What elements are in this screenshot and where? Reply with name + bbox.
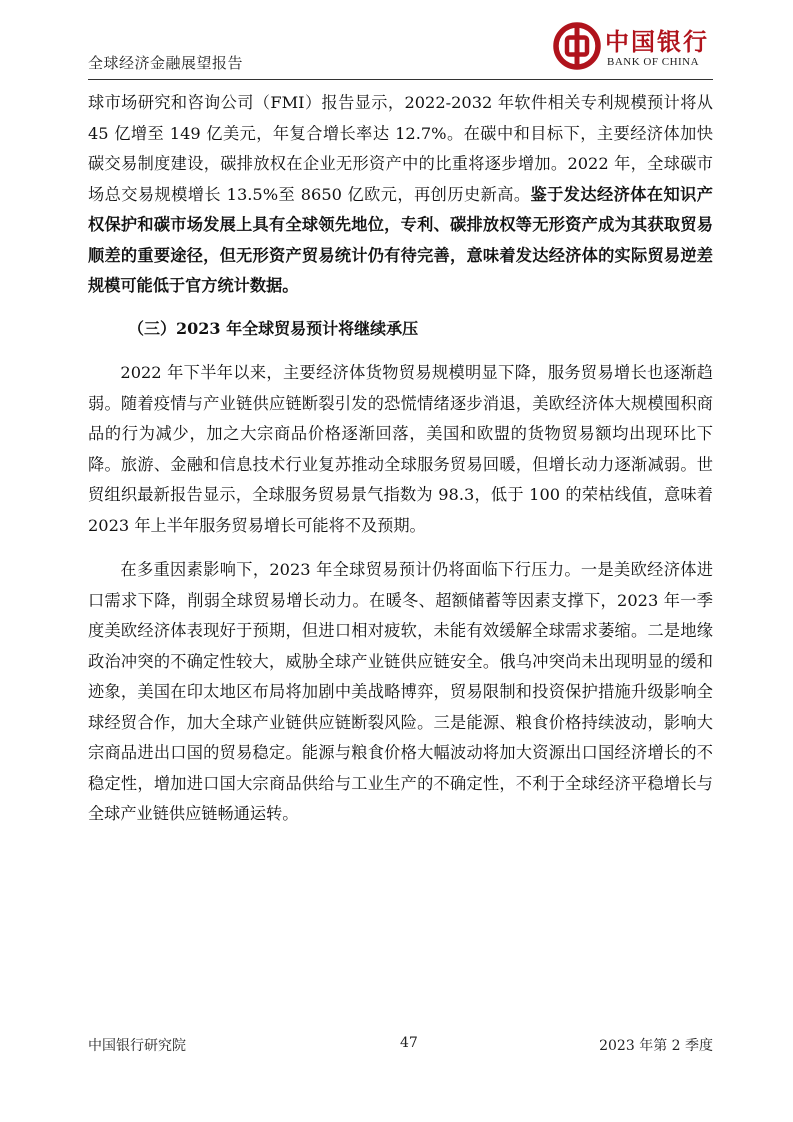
page-number: 47 bbox=[400, 1035, 418, 1051]
bank-of-china-logo-icon bbox=[553, 22, 601, 70]
bank-logo bbox=[553, 20, 713, 76]
paragraph-bold-conclusion: 鉴于发达经济体在知识产权保护和碳市场发展上具有全球领先地位，专利、碳排放权等无形资产成为其获取贸易顺差的重要途径，但无形资产贸易统计仍有待完善，意味着发达经济体的实际贸易逆差规模可能低于官方统计数据。 bbox=[88, 184, 713, 295]
header-divider bbox=[88, 79, 713, 80]
paragraph-text: 球市场研究和咨询公司（FMI）报告显示，2022-2032 年软件相关专利规模预计将从 45 亿增至 149 亿美元，年复合增长率达 12.7%。在碳中和目标下，主要经济体加快碳交易制度建设，碳排放权在企业无形资产中的比重将逐步增加。2022 年，全球碳市场总交易规模增长 13.5%至 8650 亿欧元，再创历史新高。 bbox=[88, 93, 713, 204]
logo-chinese-name: 中国银行 bbox=[605, 27, 709, 56]
page-footer bbox=[88, 1035, 713, 1055]
logo-english-name: BANK OF CHINA bbox=[607, 56, 700, 68]
footer-period: 2023 年第 2 季度 bbox=[599, 1038, 713, 1054]
section-heading: （三）2023 年全球贸易预计将继续承压 bbox=[128, 318, 419, 338]
footer-institution: 中国银行研究院 bbox=[88, 1038, 186, 1054]
paragraph-intangible-assets bbox=[88, 88, 713, 302]
report-title: 全球经济金融展望报告 bbox=[88, 54, 244, 72]
paragraph-trade-pressure: 在多重因素影响下，2023 年全球贸易预计仍将面临下行压力。一是美欧经济体进口需求下降，削弱全球贸易增长动力。在暖冬、超额储蓄等因素支撑下，2023 年一季度美欧经济体表现好于预期，但进口相对疲软，未能有效缓解全球需求萎缩。二是地缘政治冲突的不确定性较大，威胁全球产业链供应链安全。俄乌冲突尚未出现明显的缓和迹象，美国在印太地区布局将加剧中美战略博弈，贸易限制和投资保护措施升级影响全球经贸合作，加大全球产业链供应链断裂风险。三是能源、粮食价格持续波动，影响大宗商品进出口国的贸易稳定。能源与粮食价格大幅波动将加大资源出口国经济增长的不稳定性，增加进口国大宗商品供给与工业生产的不确定性，不利于全球经济平稳增长与全球产业链供应链畅通运转。 bbox=[88, 560, 713, 823]
page-body bbox=[88, 88, 713, 830]
paragraph-trade-slowdown: 2022 年下半年以来，主要经济体货物贸易规模明显下降，服务贸易增长也逐渐趋弱。随着疫情与产业链供应链断裂引发的恐慌情绪逐步消退，美欧经济体大规模囤积商品的行为减少，加之大宗商品价格逐渐回落，美国和欧盟的货物贸易额均出现环比下降。旅游、金融和信息技术行业复苏推动全球服务贸易回暖，但增长动力逐渐减弱。世贸组织最新报告显示，全球服务贸易景气指数为 98.3，低于 100 的荣枯线值，意味着 2023 年上半年服务贸易增长可能将不及预期。 bbox=[88, 363, 713, 535]
